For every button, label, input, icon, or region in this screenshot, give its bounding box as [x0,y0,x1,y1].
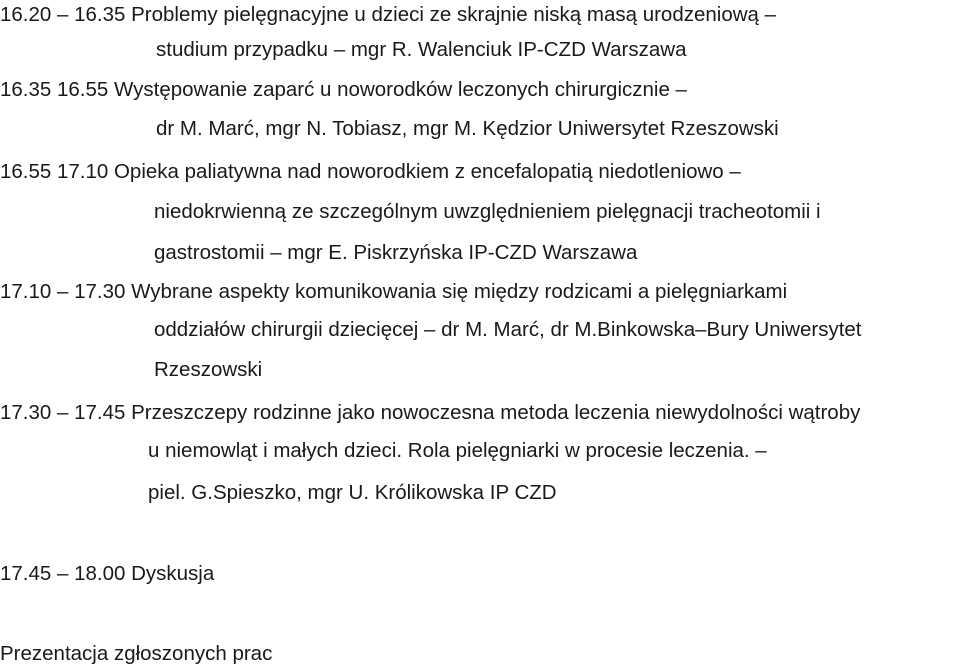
entry-1-line-2: studium przypadku – mgr R. Walenciuk IP-CZD Warszawa [156,38,687,61]
entry-5-line-1: 17.30 – 17.45 Przeszczepy rodzinne jako nowoczesna metoda leczenia niewydolności wątroby [0,401,861,424]
entry-3-line-2: niedokrwienną ze szczególnym uwzględnieniem pielęgnacji tracheotomii i [154,200,821,223]
entry-2-line-1: 16.35 16.55 Występowanie zaparć u noworodków leczonych chirurgicznie – [0,78,687,101]
entry-1-line-1: 16.20 – 16.35 Problemy pielęgnacyjne u dzieci ze skrajnie niską masą urodzeniową – [0,3,777,26]
entry-5-line-3: piel. G.Spieszko, mgr U. Królikowska IP CZD [148,481,557,504]
entry-4-line-3: Rzeszowski [154,358,263,381]
entry-2-line-2: dr M. Marć, mgr N. Tobiasz, mgr M. Kędzior Uniwersytet Rzeszowski [156,117,779,140]
entry-4-line-1: 17.10 – 17.30 Wybrane aspekty komunikowania się między rodzicami a pielęgniarkami [0,280,788,303]
entry-3-line-3: gastrostomii – mgr E. Piskrzyńska IP-CZD Warszawa [154,241,638,264]
presentations-heading: Prezentacja zgłoszonych prac [0,642,273,665]
discussion-entry: 17.45 – 18.00 Dyskusja [0,562,215,585]
entry-5-line-2: u niemowląt i małych dzieci. Rola pielęgniarki w procesie leczenia. – [148,439,767,462]
entry-3-line-1: 16.55 17.10 Opieka paliatywna nad noworodkiem z encefalopatią niedotleniowo – [0,160,741,183]
entry-4-line-2: oddziałów chirurgii dziecięcej – dr M. Marć, dr M.Binkowska–Bury Uniwersytet [154,318,862,341]
